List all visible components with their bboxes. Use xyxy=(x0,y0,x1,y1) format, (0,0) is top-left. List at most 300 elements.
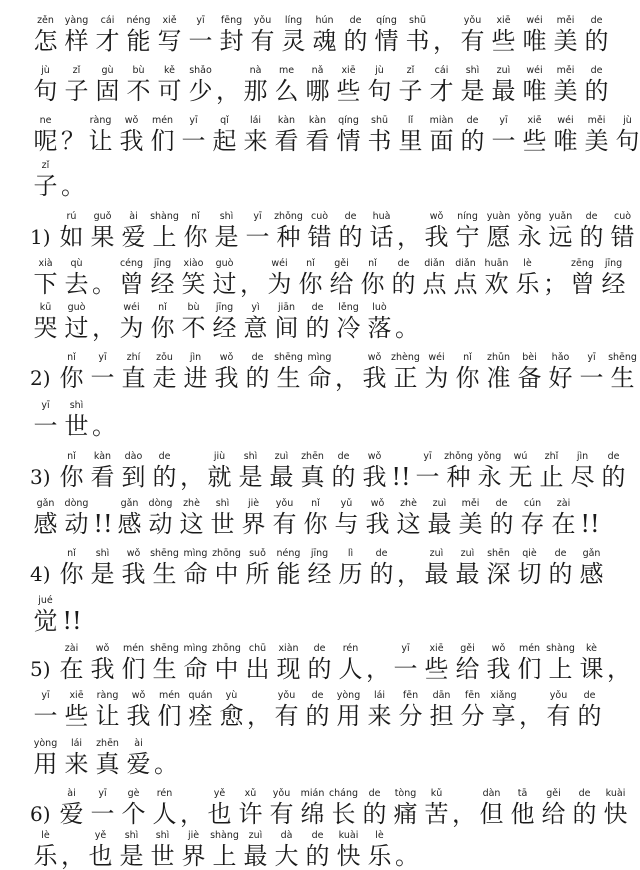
ruby-unit xyxy=(56,210,87,251)
ruby-unit xyxy=(30,594,61,635)
pinyin: cún xyxy=(523,498,542,509)
hanzi: 哭 xyxy=(33,314,58,342)
ruby-unit xyxy=(30,14,61,55)
pinyin: de xyxy=(344,211,357,222)
ruby-unit xyxy=(56,351,87,392)
hanzi: 些 xyxy=(491,27,516,55)
hanzi: 才 xyxy=(95,27,120,55)
pinyin: lǐ xyxy=(407,115,414,126)
pinyin: yī xyxy=(98,788,107,799)
hanzi: 有 xyxy=(460,27,485,55)
ruby-unit xyxy=(483,351,514,392)
pinyin: shēng xyxy=(608,352,637,363)
ruby-unit xyxy=(433,14,457,55)
hanzi: 的 xyxy=(391,270,416,298)
ruby-unit xyxy=(273,210,304,251)
hanzi: 担 xyxy=(429,702,454,730)
ruby-unit xyxy=(297,450,328,491)
pinyin: zhèng xyxy=(391,352,420,363)
hanzi: 直 xyxy=(121,364,146,392)
hanzi: 下 xyxy=(33,270,58,298)
hanzi: 一 xyxy=(33,702,58,730)
hanzi: 最 xyxy=(455,560,480,588)
ruby-unit xyxy=(240,64,271,105)
ruby-unit xyxy=(271,114,302,155)
ruby-unit xyxy=(483,642,514,683)
pinyin: kàn xyxy=(277,115,296,126)
hanzi: 让 xyxy=(95,702,120,730)
pinyin: yī xyxy=(196,15,205,26)
pinyin: mén xyxy=(151,115,174,126)
hanzi: !! xyxy=(391,463,411,491)
hanzi: 些 xyxy=(64,702,89,730)
hanzi: 中 xyxy=(214,560,239,588)
hanzi: 一 xyxy=(393,655,418,683)
hanzi: 哪 xyxy=(305,77,330,105)
hanzi: 出 xyxy=(245,655,270,683)
ruby-unit xyxy=(92,497,114,538)
pinyin: chū xyxy=(248,643,267,654)
hanzi: 与 xyxy=(334,510,359,538)
ruby-unit xyxy=(548,497,579,538)
hanzi: 你 xyxy=(183,223,208,251)
pinyin: zhǐ xyxy=(544,451,559,462)
ruby-unit xyxy=(273,642,304,683)
hanzi: 快 xyxy=(336,842,361,870)
ruby-unit xyxy=(335,351,359,392)
ruby-unit xyxy=(302,114,333,155)
ruby-unit xyxy=(30,64,61,105)
item-number: 3) xyxy=(30,465,51,489)
ruby-unit xyxy=(543,689,574,730)
pinyin: nǐ xyxy=(158,302,167,313)
hanzi: 些 xyxy=(424,655,449,683)
ruby-unit xyxy=(402,14,433,55)
hanzi: 用 xyxy=(33,750,58,778)
pinyin: yuàn xyxy=(486,211,511,222)
ruby-unit xyxy=(395,114,426,155)
hanzi: 他 xyxy=(510,800,535,828)
pinyin: de xyxy=(495,498,508,509)
ruby-unit xyxy=(209,301,240,342)
pinyin: gěi xyxy=(334,258,349,269)
pinyin: yī xyxy=(499,115,508,126)
ruby-unit xyxy=(123,64,154,105)
pinyin: kàn xyxy=(93,451,112,462)
pinyin: mìng xyxy=(183,548,208,559)
text-line xyxy=(30,728,630,778)
pinyin: ài xyxy=(134,738,143,749)
hanzi: 如 xyxy=(59,223,84,251)
hanzi: 我 xyxy=(362,364,387,392)
hanzi: 那 xyxy=(243,77,268,105)
pinyin: yǒu xyxy=(272,788,291,799)
hanzi: 有 xyxy=(274,702,299,730)
ruby-unit xyxy=(328,450,359,491)
ruby-unit xyxy=(154,737,178,778)
pinyin: zhí xyxy=(126,352,141,363)
hanzi: ， xyxy=(397,223,421,251)
hanzi: 分 xyxy=(460,702,485,730)
ruby-unit xyxy=(118,210,149,251)
pinyin: gěi xyxy=(546,788,561,799)
pinyin: mìng xyxy=(307,352,332,363)
hanzi: 你 xyxy=(59,364,84,392)
hanzi: 的 xyxy=(601,463,626,491)
ruby-unit xyxy=(271,689,302,730)
ruby-unit xyxy=(216,64,240,105)
text-line xyxy=(30,680,630,730)
ruby-unit xyxy=(216,689,247,730)
pinyin: kàn xyxy=(308,115,327,126)
hanzi: 最 xyxy=(243,842,268,870)
ruby-unit xyxy=(581,114,612,155)
hanzi: 中 xyxy=(214,655,239,683)
pinyin: lěng xyxy=(338,302,359,313)
pinyin: dòng xyxy=(148,498,173,509)
ruby-unit xyxy=(550,14,581,55)
pinyin: shì xyxy=(155,830,170,841)
ruby-unit xyxy=(457,689,488,730)
ruby-unit xyxy=(457,114,488,155)
ruby-unit xyxy=(607,351,638,392)
hanzi: 的 xyxy=(489,510,514,538)
pinyin: zhēn xyxy=(301,451,324,462)
hanzi: 固 xyxy=(95,77,120,105)
hanzi: 上 xyxy=(548,655,573,683)
hanzi: ， xyxy=(216,77,240,105)
ruby-unit xyxy=(240,301,271,342)
hanzi: 的 xyxy=(460,127,485,155)
hanzi: 能 xyxy=(276,560,301,588)
hanzi: 人 xyxy=(152,800,177,828)
ruby-unit xyxy=(302,301,333,342)
pinyin: cái xyxy=(434,65,449,76)
hanzi: 最 xyxy=(427,510,452,538)
pinyin: měi xyxy=(556,15,575,26)
ruby-unit xyxy=(180,547,211,588)
pinyin: wéi xyxy=(271,258,288,269)
hanzi: 痊 xyxy=(188,702,213,730)
hanzi: 痛 xyxy=(393,800,418,828)
hanzi: 世 xyxy=(210,510,235,538)
pinyin: wǒ xyxy=(126,548,141,559)
ruby-unit xyxy=(30,114,61,155)
text-line xyxy=(30,585,630,635)
item-number: 6) xyxy=(30,802,51,826)
ruby-unit xyxy=(474,450,505,491)
hanzi: ， xyxy=(433,27,457,55)
ruby-unit xyxy=(519,114,550,155)
ruby-unit xyxy=(180,351,211,392)
pinyin: lè xyxy=(375,830,384,841)
hanzi: ， xyxy=(397,560,421,588)
pinyin: nǐ xyxy=(306,258,315,269)
pinyin: xiē xyxy=(496,15,511,26)
hanzi: 所 xyxy=(245,560,270,588)
hanzi: 曾 xyxy=(119,270,144,298)
hanzi: 切 xyxy=(517,560,542,588)
ruby-unit xyxy=(154,14,185,55)
hanzi: 句 xyxy=(33,77,58,105)
hanzi: 最 xyxy=(269,463,294,491)
pinyin: ràng xyxy=(89,115,112,126)
pinyin: wéi xyxy=(123,302,140,313)
hanzi: 最 xyxy=(424,560,449,588)
hanzi: 来 xyxy=(64,750,89,778)
pinyin: yǔ xyxy=(340,498,353,509)
ruby-unit xyxy=(149,351,180,392)
ruby-unit xyxy=(240,114,271,155)
pinyin: mián xyxy=(300,788,325,799)
ruby-unit xyxy=(576,642,607,683)
hanzi: 到 xyxy=(121,463,146,491)
pinyin: de xyxy=(578,788,591,799)
pinyin: jiù xyxy=(213,451,226,462)
hanzi: 的 xyxy=(338,223,363,251)
hanzi: 错 xyxy=(307,223,332,251)
ruby-unit xyxy=(180,450,204,491)
pinyin: nǐ xyxy=(67,548,76,559)
hanzi: 。 xyxy=(61,172,85,200)
ruby-unit xyxy=(335,642,366,683)
ruby-unit xyxy=(393,497,424,538)
ruby-unit xyxy=(273,351,304,392)
pinyin: nǐ xyxy=(191,211,200,222)
pinyin: gǎn xyxy=(120,498,139,509)
ruby-unit xyxy=(238,497,269,538)
pinyin: yǒng xyxy=(517,211,542,222)
hanzi: 。 xyxy=(92,270,116,298)
pinyin: nǎ xyxy=(311,65,324,76)
ruby-unit xyxy=(118,351,149,392)
pinyin: zǐ xyxy=(406,65,415,76)
hanzi: ， xyxy=(180,800,204,828)
hanzi: 生 xyxy=(610,364,635,392)
hanzi: 唯 xyxy=(553,127,578,155)
hanzi: 一 xyxy=(33,412,58,440)
pinyin: jìn xyxy=(576,451,589,462)
ruby-unit xyxy=(335,210,366,251)
ruby-unit xyxy=(421,642,452,683)
ruby-unit xyxy=(61,497,92,538)
hanzi: 写 xyxy=(157,27,182,55)
ruby-unit xyxy=(304,642,335,683)
ruby-unit xyxy=(304,210,335,251)
ruby-unit xyxy=(483,210,514,251)
ruby-unit xyxy=(390,351,421,392)
hanzi: 你 xyxy=(298,270,323,298)
pinyin: xiē xyxy=(69,690,84,701)
hanzi: 是 xyxy=(119,842,144,870)
hanzi: 你 xyxy=(455,364,480,392)
ruby-unit xyxy=(335,547,366,588)
hanzi: 好 xyxy=(548,364,573,392)
pinyin: wǒ xyxy=(219,352,234,363)
pinyin: xiě xyxy=(162,15,177,26)
hanzi: 我 xyxy=(486,655,511,683)
pinyin: shēng xyxy=(150,643,179,654)
ruby-unit xyxy=(366,210,397,251)
pinyin: yī xyxy=(253,211,262,222)
hanzi: 上 xyxy=(152,223,177,251)
pinyin: yǒu xyxy=(275,498,294,509)
hanzi: 这 xyxy=(179,510,204,538)
ruby-unit xyxy=(123,689,154,730)
hanzi: 子 xyxy=(64,77,89,105)
pinyin: nǐ xyxy=(67,352,76,363)
hanzi: 里 xyxy=(398,127,423,155)
pinyin: tā xyxy=(517,788,528,799)
hanzi: 欢 xyxy=(484,270,509,298)
hanzi: 能 xyxy=(126,27,151,55)
ruby-unit xyxy=(574,689,605,730)
pinyin: wǒ xyxy=(367,451,382,462)
ruby-unit xyxy=(304,351,335,392)
pinyin: zǒu xyxy=(156,352,173,363)
ruby-unit xyxy=(581,14,612,55)
pinyin: wǒ xyxy=(370,498,385,509)
pinyin: yǒng xyxy=(477,451,502,462)
hanzi: 是 xyxy=(214,223,239,251)
pinyin: cái xyxy=(100,15,115,26)
hanzi: 。 xyxy=(395,842,419,870)
text-line xyxy=(30,55,630,105)
hanzi: 你 xyxy=(150,314,175,342)
pinyin: de xyxy=(590,15,603,26)
ruby-unit xyxy=(612,114,640,155)
ruby-unit xyxy=(92,737,123,778)
ruby-unit xyxy=(514,642,545,683)
pinyin: ràng xyxy=(96,690,119,701)
pinyin: kǔ xyxy=(430,788,443,799)
hanzi: 苦 xyxy=(424,800,449,828)
pinyin: luò xyxy=(372,302,387,313)
ruby-unit xyxy=(114,497,145,538)
pinyin: wéi xyxy=(526,65,543,76)
ruby-unit xyxy=(514,351,545,392)
pinyin: fēn xyxy=(464,690,481,701)
pinyin: tòng xyxy=(394,788,417,799)
ruby-unit xyxy=(607,210,638,251)
pinyin: yì xyxy=(251,302,260,313)
pinyin: de xyxy=(554,548,567,559)
hanzi: 世 xyxy=(64,412,89,440)
ruby-unit xyxy=(61,301,92,342)
pinyin: néng xyxy=(276,548,301,559)
pinyin: jīng xyxy=(604,258,623,269)
hanzi: 美 xyxy=(584,127,609,155)
ruby-unit xyxy=(118,450,149,491)
pinyin: gěi xyxy=(460,643,475,654)
pinyin: lì xyxy=(347,548,354,559)
hanzi: 有 xyxy=(250,27,275,55)
pinyin: zài xyxy=(64,643,79,654)
pinyin: shì xyxy=(95,548,110,559)
hanzi: !! xyxy=(93,510,113,538)
hanzi: 也 xyxy=(207,800,232,828)
pinyin: nǐ xyxy=(368,258,377,269)
pinyin: shēng xyxy=(274,352,303,363)
ruby-unit xyxy=(452,351,483,392)
pinyin: wú xyxy=(513,451,528,462)
ruby-unit xyxy=(519,689,543,730)
hanzi: 点 xyxy=(422,270,447,298)
pinyin: yǒu xyxy=(253,15,272,26)
pinyin: bù xyxy=(187,302,200,313)
hanzi: 爱 xyxy=(59,800,84,828)
hanzi: 美 xyxy=(458,510,483,538)
pinyin: cuò xyxy=(613,211,632,222)
ruby-unit xyxy=(545,642,576,683)
pinyin: lái xyxy=(373,690,386,701)
ruby-unit xyxy=(242,642,273,683)
ruby-unit xyxy=(87,642,118,683)
ruby-unit xyxy=(242,547,273,588)
pinyin: ài xyxy=(67,788,76,799)
hanzi: !! xyxy=(580,510,600,538)
pinyin: lè xyxy=(41,830,50,841)
pinyin: rén xyxy=(156,788,173,799)
ruby-unit xyxy=(118,547,149,588)
ruby-unit xyxy=(421,210,452,251)
hanzi: 。 xyxy=(395,314,419,342)
pinyin: yě xyxy=(94,830,107,841)
hanzi: 有 xyxy=(272,510,297,538)
ruby-unit xyxy=(87,351,118,392)
ruby-unit xyxy=(545,351,576,392)
ruby-unit xyxy=(545,210,576,251)
pinyin: wéi xyxy=(428,352,445,363)
hanzi: 经 xyxy=(601,270,626,298)
pinyin: kuài xyxy=(605,788,626,799)
hanzi: 也 xyxy=(88,842,113,870)
ruby-unit xyxy=(576,351,607,392)
ruby-unit xyxy=(85,114,116,155)
ruby-unit xyxy=(61,594,83,635)
ruby-unit xyxy=(333,689,364,730)
hanzi: 子 xyxy=(398,77,423,105)
pinyin: yàng xyxy=(64,15,89,26)
ruby-unit xyxy=(149,450,180,491)
hanzi: 来 xyxy=(243,127,268,155)
hanzi: 。 xyxy=(92,412,116,440)
hanzi: 的 xyxy=(572,800,597,828)
pinyin: zuì xyxy=(460,548,475,559)
pinyin: mén xyxy=(158,690,181,701)
pinyin: jù xyxy=(375,65,384,76)
pinyin: wǒ xyxy=(367,352,382,363)
ruby-unit xyxy=(154,64,185,105)
pinyin: shì xyxy=(124,830,139,841)
hanzi: 乐 xyxy=(515,270,540,298)
ruby-unit xyxy=(421,351,452,392)
ruby-unit xyxy=(550,114,581,155)
ruby-unit xyxy=(271,301,302,342)
pinyin: diǎn xyxy=(455,258,476,269)
hanzi: 感 xyxy=(579,560,604,588)
pinyin: nǐ xyxy=(311,498,320,509)
hanzi: 命 xyxy=(307,364,332,392)
hanzi: 的 xyxy=(343,27,368,55)
hanzi: ， xyxy=(247,702,271,730)
hanzi: 觉 xyxy=(33,607,58,635)
hanzi: 看 xyxy=(274,127,299,155)
pinyin: dòng xyxy=(64,498,89,509)
pinyin: xiào xyxy=(183,258,204,269)
hanzi: 们 xyxy=(157,702,182,730)
ruby-unit xyxy=(576,210,607,251)
